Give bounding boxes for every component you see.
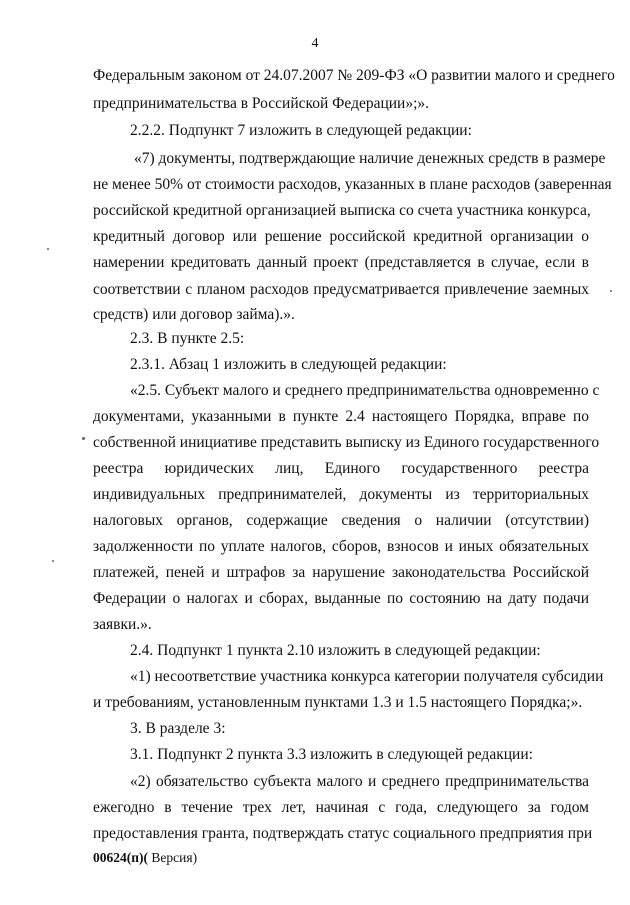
text-line: налоговых органов, содержащие сведения о наличии (отсутствии)	[93, 512, 589, 529]
text-line: и требованиям, установленным пунктами 1.3 и 1.5 настоящего Порядка;».	[93, 694, 583, 711]
text-line: предоставления гранта, подтверждать статус социального предприятия при	[93, 825, 593, 842]
text-line: 2.3.1. Абзац 1 изложить в следующей редакции:	[130, 356, 447, 373]
text-line: собственной инициативе представить выписку из Единого государственного	[93, 434, 600, 451]
text-line: соответствии с планом расходов предусматривается привлечение заемных	[93, 281, 589, 298]
text-line: 3. В разделе 3:	[130, 720, 226, 737]
text-line: 3.1. Подпункт 2 пункта 3.3 изложить в следующей редакции:	[130, 746, 533, 763]
text-line: Федерации о налогах и сборах, выданные по состоянию на дату подачи	[93, 590, 589, 607]
text-line: документами, указанными в пункте 2.4 настоящего Порядка, вправе по	[93, 408, 589, 425]
text-line: реестра юридических лиц, Единого государственного реестра	[93, 460, 589, 477]
text-line: «2) обязательство субъекта малого и среднего предпринимательства	[130, 773, 589, 790]
text-line: российской кредитной организацией выписка со счета участника конкурса,	[93, 202, 591, 219]
text-line: Федеральным законом от 24.07.2007 № 209-ФЗ «О развитии малого и среднего	[93, 67, 615, 84]
text-line: «7) документы, подтверждающие наличие денежных средств в размере	[134, 150, 606, 167]
footer-code: 00624(п)(	[93, 850, 149, 865]
text-line: ежегодно в течение трех лет, начиная с года, следующего за годом	[93, 799, 589, 816]
text-line: 2.2.2. Подпункт 7 изложить в следующей редакции:	[130, 122, 472, 139]
text-line: 2.4. Подпункт 1 пункта 2.10 изложить в следующей редакции:	[130, 642, 541, 659]
text-line: предпринимательства в Российской Федерации»;».	[93, 95, 430, 112]
scan-speck	[610, 290, 612, 292]
text-line: средств) или договор займа).».	[93, 306, 295, 323]
footer-document-code	[93, 850, 197, 866]
text-line: заявки.».	[93, 616, 152, 633]
scan-speck	[82, 437, 85, 440]
text-line: «2.5. Субъект малого и среднего предпринимательства одновременно с	[130, 382, 600, 399]
footer-version: Версия)	[148, 850, 198, 865]
text-line: 2.3. В пункте 2.5:	[130, 330, 245, 347]
text-line: задолженности по уплате налогов, сборов, взносов и иных обязательных	[93, 538, 589, 555]
text-line: не менее 50% от стоимости расходов, указанных в плане расходов (заверенная	[93, 176, 612, 193]
scan-speck	[47, 248, 49, 250]
text-line: индивидуальных предпринимателей, документы из территориальных	[93, 486, 589, 503]
text-line: «1) несоответствие участника конкурса категории получателя субсидии	[130, 668, 604, 685]
scan-speck	[52, 560, 54, 562]
text-line: платежей, пеней и штрафов за нарушение законодательства Российской	[93, 564, 589, 581]
text-line: намерении кредитовать данный проект (представляется в случае, если в	[93, 254, 589, 271]
text-line: кредитный договор или решение российской кредитной организации о	[93, 228, 589, 245]
page-number: 4	[311, 36, 319, 51]
